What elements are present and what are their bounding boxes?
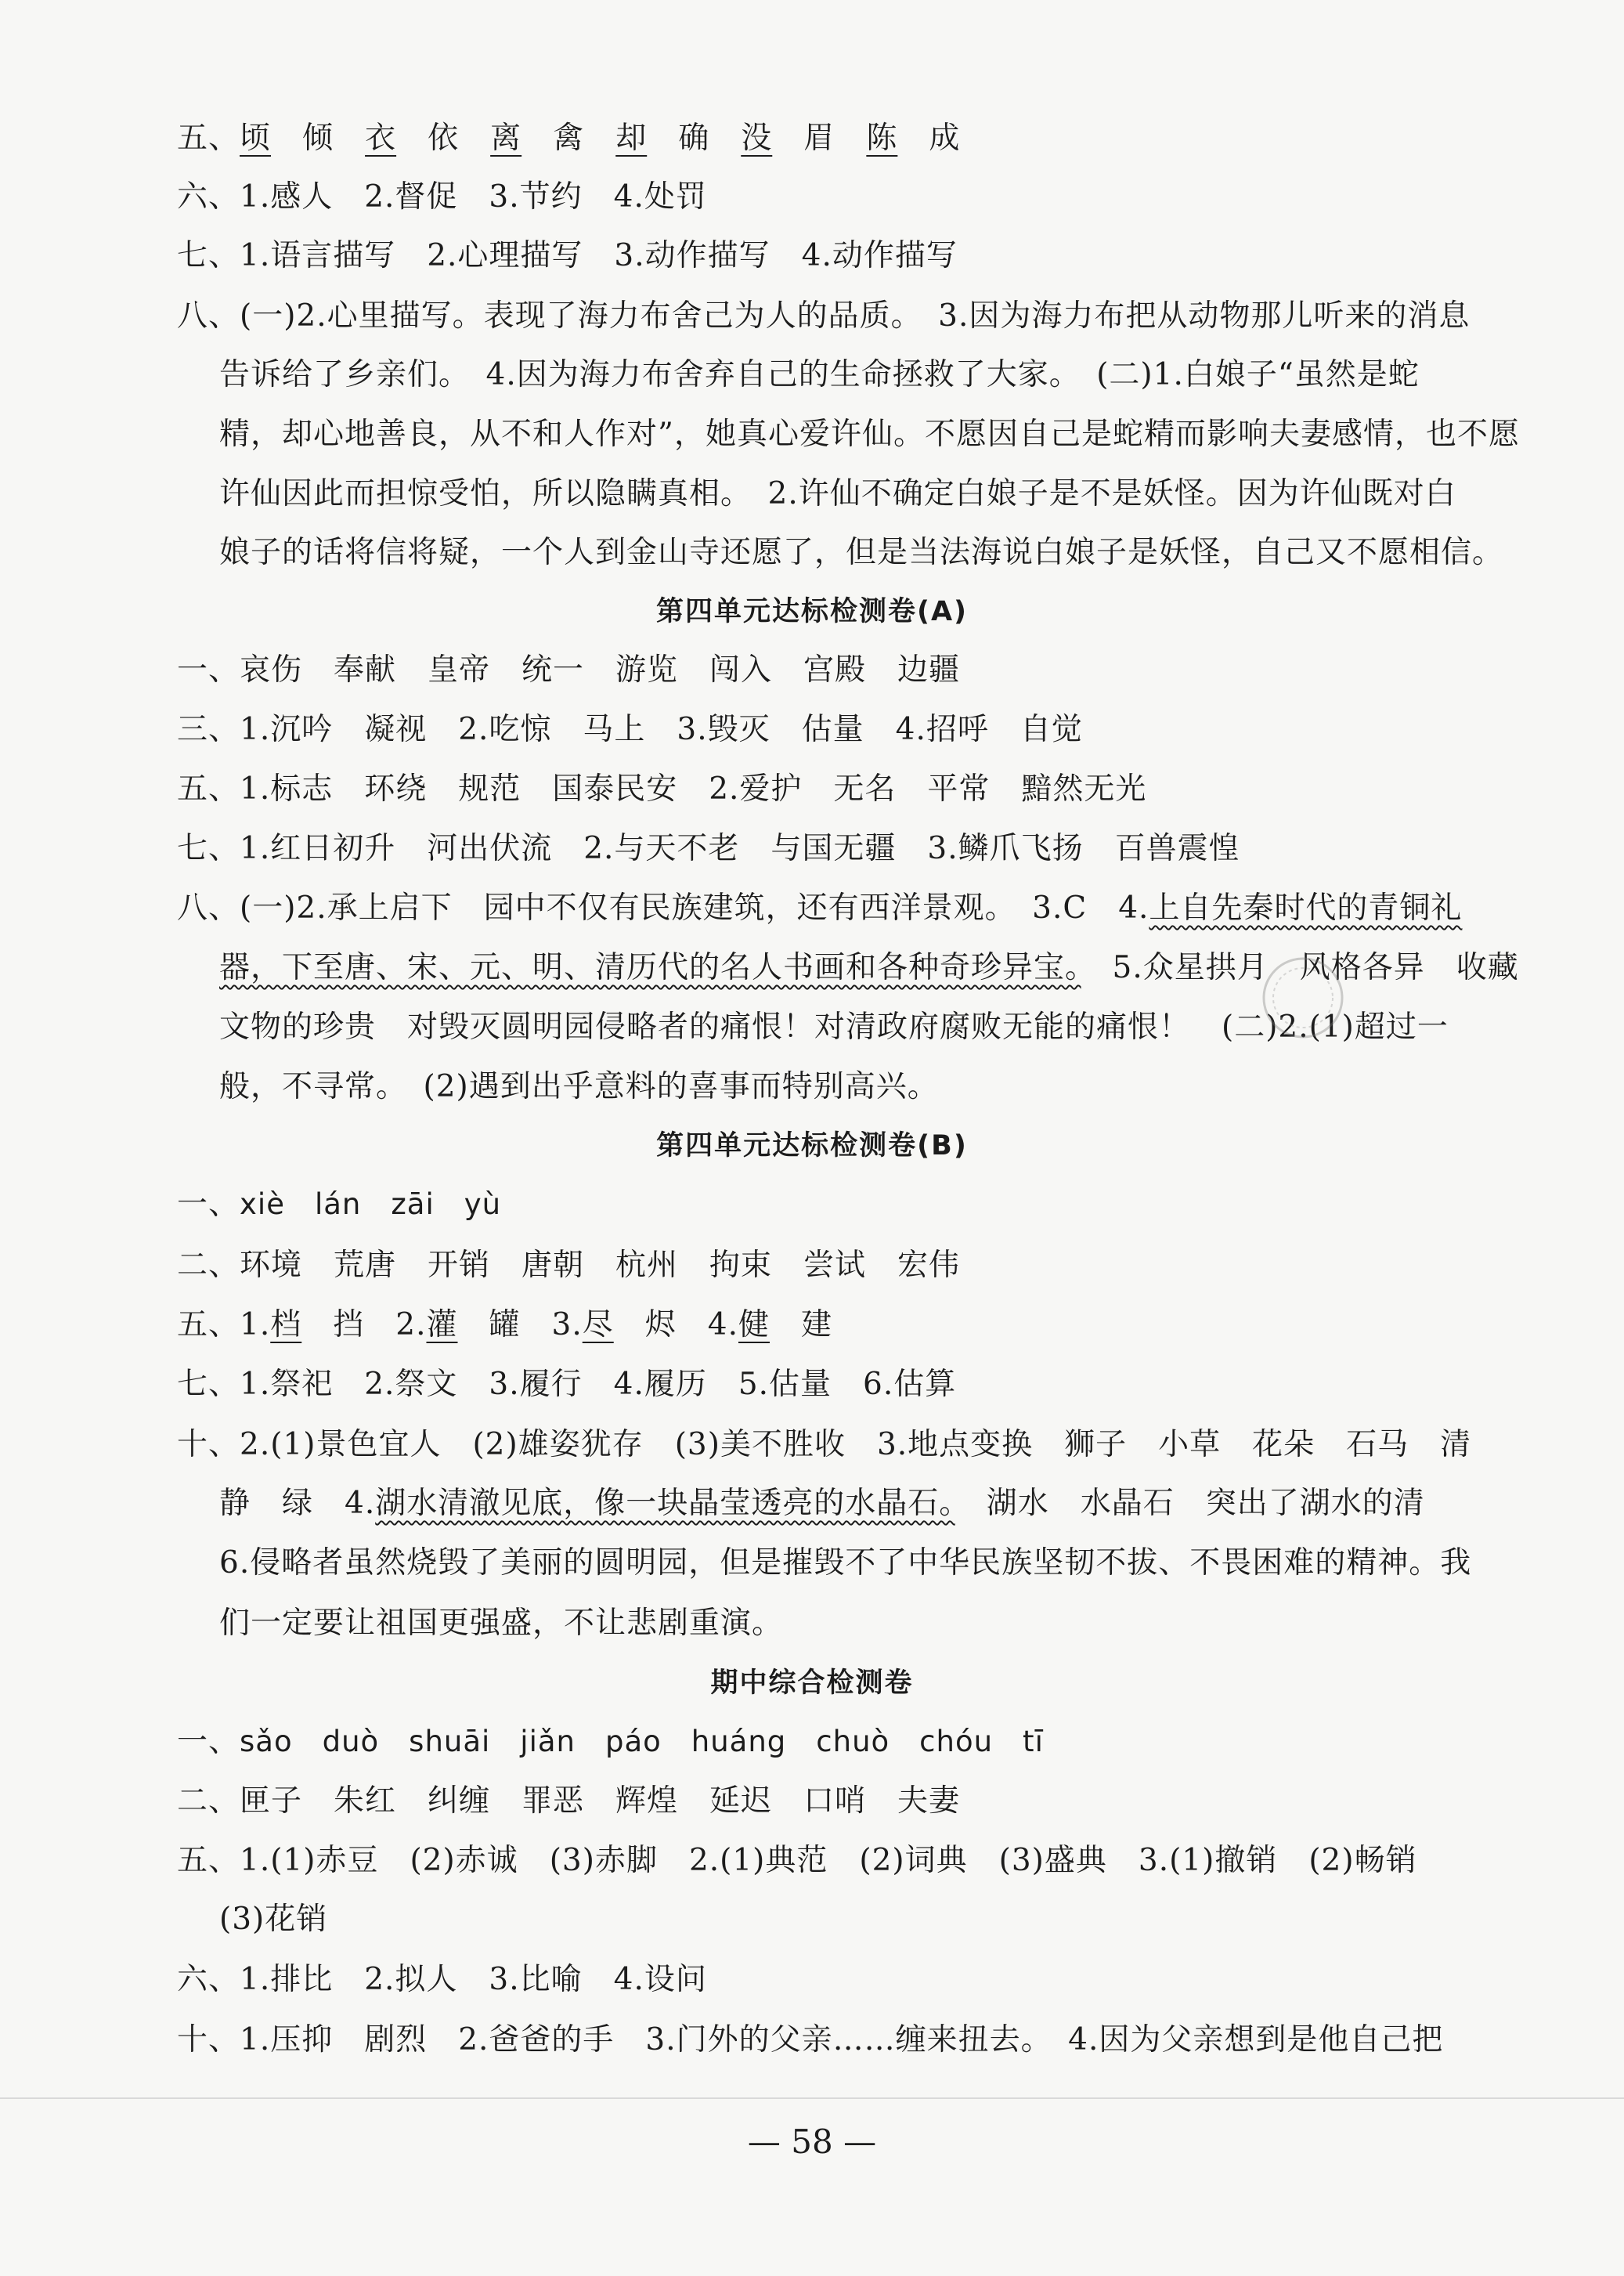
line-mid-1 — [177, 1722, 1044, 1761]
line-4b-10d: 们一定要让祖国更强盛，不让悲剧重演。 — [219, 1606, 784, 1641]
line-4b-5 — [177, 1306, 832, 1345]
line-4a-8d: 般，不寻常。 (2)遇到出乎意料的喜事而特别高兴。 — [219, 1069, 939, 1104]
section-title-unit4a: 第四单元达标检测卷(A) — [655, 596, 969, 627]
underlined-char: 灌 — [426, 1307, 458, 1342]
line-4a-1: 一、哀伤 奉献 皇帝 统一 游览 闯入 宫殿 边疆 — [177, 652, 961, 688]
line-8c: 精，却心地善良，从不和人作对”，她真心爱许仙。不愿因自己是蛇精而影响夫妻感情，也不愿 — [219, 417, 1520, 452]
line-4a-8a — [177, 889, 1462, 928]
section-title-midterm: 期中综合检测卷 — [710, 1667, 914, 1699]
line-4a-8c: 文物的珍贵 对毁灭圆明园侵略者的痛恨！对清政府腐败无能的痛恨！ (二)2.(1)超过一 — [219, 1010, 1449, 1045]
spacer — [835, 121, 866, 156]
wavy-underlined-text: 上自先秦时代的青铜礼 — [1149, 891, 1463, 926]
text: 八、(一)2.承上启下 园中不仅有民族建筑，还有西洋景观。 3.C 4. — [177, 891, 1149, 926]
underlined-char: 尽 — [582, 1307, 614, 1342]
item-number: 1. — [240, 1307, 271, 1342]
line-mid-2: 二、匣子 朱红 纠缠 罪恶 辉煌 延迟 口哨 夫妻 — [177, 1783, 961, 1819]
line-4a-5: 五、1.标志 环绕 规范 国泰民安 2.爱护 无名 平常 黯然无光 — [177, 771, 1147, 807]
line-8d: 许仙因此而担惊受怕，所以隐瞒真相。 2.许仙不确定白娘子是不是妖怪。因为许仙既对白 — [219, 476, 1456, 511]
underlined-char: 没 — [741, 121, 773, 156]
spacer — [521, 121, 553, 156]
line-7: 七、1.语言描写 2.心理描写 3.动作描写 4.动作描写 — [177, 238, 958, 273]
underlined-char: 健 — [738, 1307, 770, 1342]
char: 罐 — [457, 1307, 552, 1342]
line-4b-7: 七、1.祭祀 2.祭文 3.履行 4.履历 5.估量 6.估算 — [177, 1367, 957, 1402]
line-4b-2: 二、环境 荒唐 开销 唐朝 杭州 拘束 尝试 宏伟 — [177, 1248, 961, 1283]
char: 禽 — [553, 121, 585, 156]
line-section-5 — [177, 119, 960, 158]
char: 依 — [428, 121, 460, 156]
line-4b-10a: 十、2.(1)景色宜人 (2)雄姿犹存 (3)美不胜收 3.地点变换 狮子 小草 花朵 石马 清 — [177, 1427, 1472, 1462]
text: 静 绿 4. — [219, 1486, 376, 1521]
char: 烬 — [613, 1307, 708, 1342]
item-number: 4. — [707, 1307, 738, 1342]
section-title-unit4b: 第四单元达标检测卷(B) — [656, 1130, 968, 1161]
char: 成 — [929, 121, 961, 156]
line-6: 六、1.感人 2.督促 3.节约 4.处罚 — [177, 179, 707, 215]
label: 五、 — [177, 1307, 240, 1342]
label: 一、 — [177, 1724, 240, 1759]
spacer — [647, 121, 678, 156]
line-4a-3: 三、1.沉吟 凝视 2.吃惊 马上 3.毁灭 估量 4.招呼 自觉 — [177, 712, 1083, 747]
underlined-char: 衣 — [365, 121, 397, 156]
underlined-char-items — [240, 1307, 832, 1342]
label: 一、 — [177, 1187, 240, 1222]
pinyin-answers: sǎo duò shuāi jiǎn páo huáng chuò chóu tī — [240, 1725, 1044, 1758]
line-mid-5a: 五、1.(1)赤豆 (2)赤诚 (3)赤脚 2.(1)典范 (2)词典 (3)盛典 3.(1)撤销 (2)畅销 — [177, 1843, 1417, 1878]
char: 确 — [678, 121, 710, 156]
underlined-char: 顷 — [240, 121, 272, 156]
char: 眉 — [803, 121, 835, 156]
spacer — [271, 121, 302, 156]
page-number: — 58 — — [747, 2122, 877, 2161]
line-4b-10b — [219, 1484, 1425, 1523]
wavy-underlined-text: 湖水清澈见底，像一块晶莹透亮的水晶石。 — [375, 1486, 955, 1521]
footer-divider — [0, 2097, 1624, 2099]
pinyin-answers: xiè lán zāi yù — [240, 1187, 502, 1221]
line-4a-7: 七、1.红日初升 河出伏流 2.与天不老 与国无疆 3.鳞爪飞扬 百兽震惶 — [177, 831, 1240, 866]
spacer — [334, 121, 365, 156]
line-mid-10: 十、1.压抑 剧烈 2.爸爸的手 3.门外的父亲……缠来扭去。 4.因为父亲想到是他自己把 — [177, 2022, 1444, 2057]
underlined-char: 陈 — [866, 121, 898, 156]
spacer — [584, 121, 615, 156]
underlined-char: 却 — [615, 121, 648, 156]
line-mid-6: 六、1.排比 2.拟人 3.比喻 4.设问 — [177, 1962, 707, 1997]
line-8a: 八、(一)2.心里描写。表现了海力布舍己为人的品质。 3.因为海力布把从动物那儿听来的消息 — [177, 298, 1471, 334]
line-4b-10c: 6.侵略者虽然烧毁了美丽的圆明园，但是摧毁不了中华民族坚韧不拔、不畏困难的精神。我 — [219, 1545, 1472, 1581]
underlined-char: 离 — [490, 121, 522, 156]
line-4b-1 — [177, 1185, 501, 1224]
line-8e: 娘子的话将信将疑，一个人到金山寺还愿了，但是当法海说白娘子是妖怪，自己又不愿相信。 — [219, 535, 1504, 570]
line-8b: 告诉给了乡亲们。 4.因为海力布舍弃自己的生命拯救了大家。 (二)1.白娘子“虽然是蛇 — [219, 357, 1420, 392]
spacer — [772, 121, 803, 156]
item-number: 2. — [395, 1307, 427, 1342]
text: 5.众星拱月 风格各异 收藏 — [1081, 950, 1519, 985]
faint-stamp-mark — [1258, 952, 1348, 1043]
spacer — [396, 121, 428, 156]
item-number: 3. — [551, 1307, 583, 1342]
section-5-chars — [240, 121, 960, 156]
char: 挡 — [301, 1307, 396, 1342]
spacer — [459, 121, 490, 156]
section-label: 五、 — [177, 121, 240, 156]
char: 倾 — [302, 121, 334, 156]
char: 建 — [770, 1307, 833, 1342]
underlined-char: 档 — [270, 1307, 302, 1342]
spacer — [897, 121, 929, 156]
spacer — [709, 121, 741, 156]
wavy-underlined-text: 器，下至唐、宋、元、明、清历代的名人书画和各种奇珍异宝。 — [219, 950, 1081, 985]
line-mid-5b: (3)花销 — [219, 1902, 328, 1937]
text: 湖水 水晶石 突出了湖水的清 — [955, 1486, 1425, 1521]
